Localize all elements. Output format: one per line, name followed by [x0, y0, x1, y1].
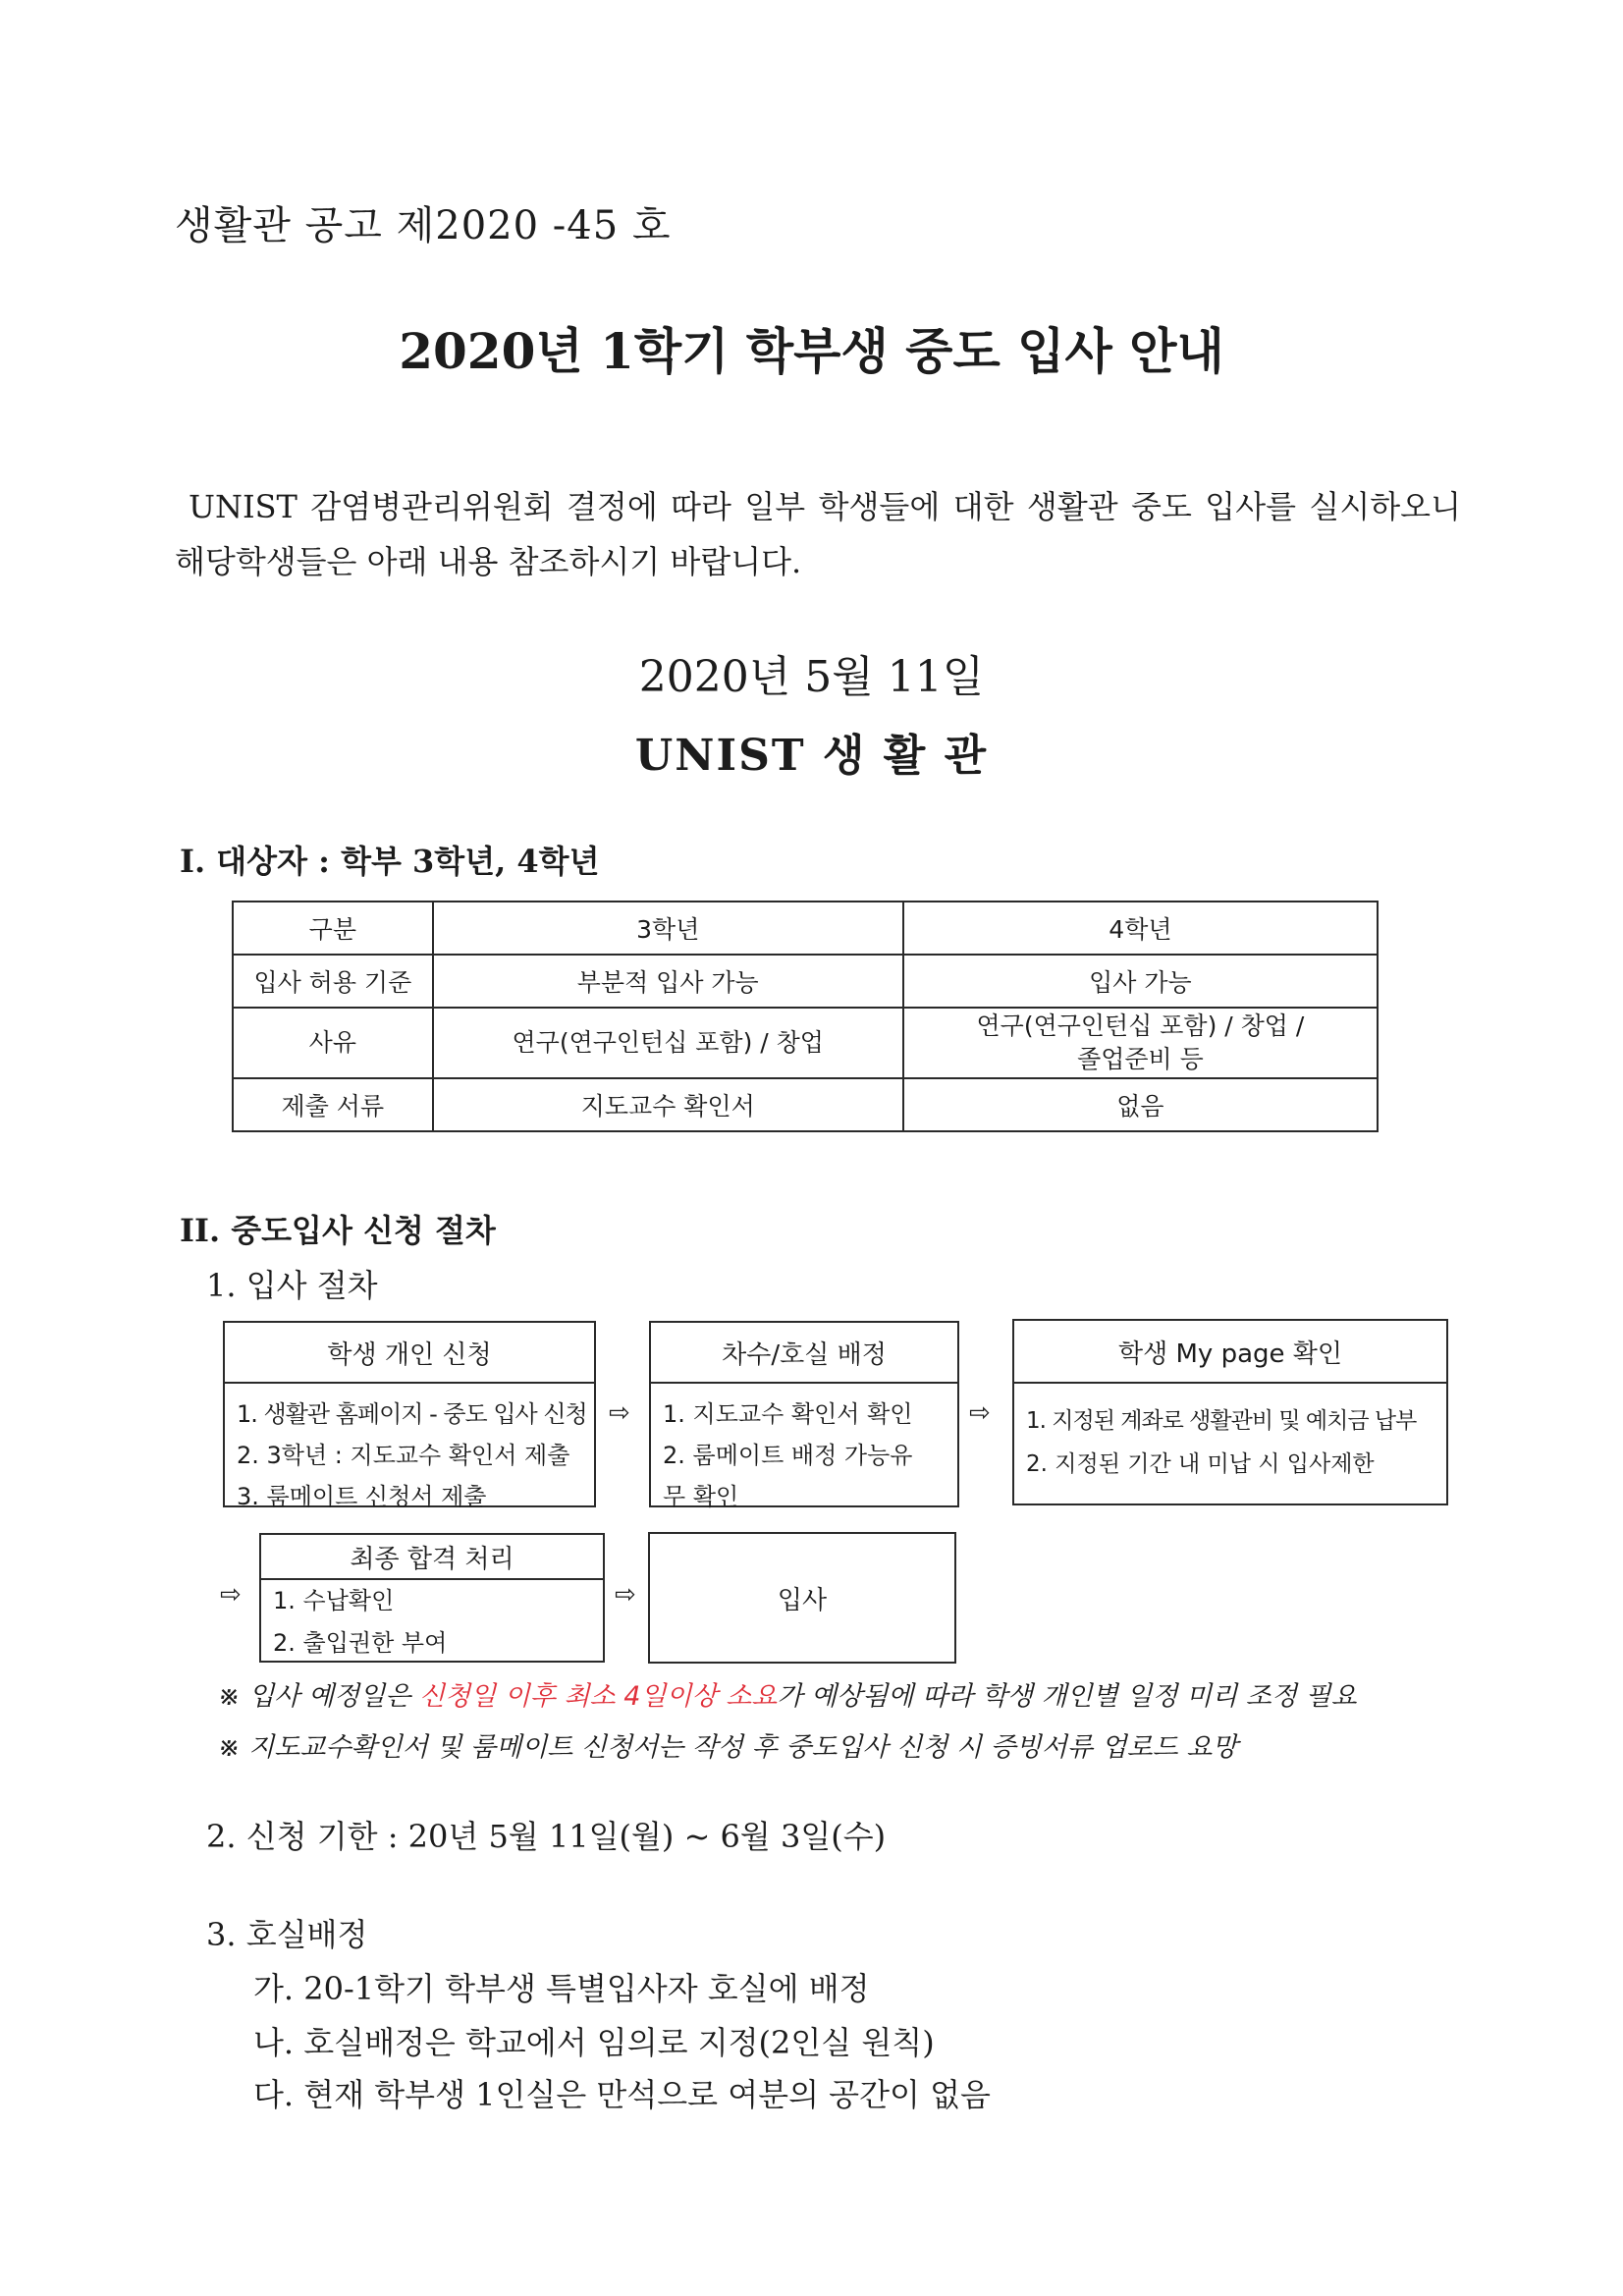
table-header-cell: 3학년	[433, 902, 903, 955]
note-text: 가 예상됨에 따라 학생 개인별 일정 미리 조정 필요	[777, 1681, 1357, 1712]
table-cell: 입사 가능	[903, 955, 1378, 1008]
section1-heading: I. 대상자 : 학부 3학년, 4학년	[180, 843, 600, 880]
room-assignment-item: 다. 현재 학부생 1인실은 만석으로 여분의 공간이 없음	[253, 2076, 991, 2113]
flow-arrow-icon: ⇨	[969, 1398, 991, 1428]
flow-arrow-icon: ⇨	[615, 1580, 636, 1610]
eligibility-table	[232, 901, 1379, 1132]
flow-box-title: 최종 합격 처리	[261, 1535, 603, 1580]
flow-arrow-icon: ⇨	[609, 1398, 630, 1428]
flow-box-line: 1. 지정된 계좌로 생활관비 및 예치금 납부	[1026, 1408, 1417, 1434]
note-highlight: 신청일 이후 최소 4일이상 소요	[418, 1681, 778, 1712]
table-cell: 없음	[903, 1078, 1378, 1131]
table-cell-line: 연구(연구인턴십 포함) / 창업 /	[976, 1011, 1305, 1040]
deadline: 2. 신청 기한 : 20년 5월 11일(월) ~ 6월 3일(수)	[206, 1818, 887, 1855]
flow-box-mypage	[1012, 1319, 1448, 1505]
table-row	[233, 1008, 1378, 1078]
flow-box-line: 2. 룸메이트 배정 가능유	[663, 1442, 913, 1469]
table-header-cell: 4학년	[903, 902, 1378, 955]
table-cell: 부분적 입사 가능	[433, 955, 903, 1008]
flow-box-title: 학생 개인 신청	[225, 1323, 594, 1384]
flow-box-title: 차수/호실 배정	[651, 1323, 957, 1384]
flow-box-line: 3. 룸메이트 신청서 제출	[237, 1483, 487, 1510]
table-row	[233, 1078, 1378, 1131]
flow-box-line: 2. 출입권한 부여	[273, 1629, 448, 1657]
page-title: 2020년 1학기 학부생 중도 입사 안내	[399, 322, 1224, 380]
flow-box-assign	[649, 1321, 959, 1510]
flow-box-line: 2. 지정된 기간 내 미납 시 입사제한	[1026, 1451, 1375, 1477]
table-cell	[903, 1008, 1378, 1078]
issue-date: 2020년 5월 11일	[638, 652, 985, 702]
intro-paragraph: UNIST 감염병관리위원회 결정에 따라 일부 학생들에 대한 생활관 중도 입사를 실시하오니 해당학생들은 아래 내용 참조하시기 바랍니다.	[175, 488, 1461, 580]
procedure-subheading: 1. 입사 절차	[206, 1267, 378, 1304]
section2-heading: II. 중도입사 신청 절차	[180, 1212, 496, 1249]
note-documents: ※ 지도교수확인서 및 룸메이트 신청서는 작성 후 중도입사 신청 시 증빙서류 업로드 요망	[218, 1732, 1238, 1763]
table-cell: 입사 허용 기준	[233, 955, 433, 1008]
flow-box-line: 1. 생활관 홈페이지 - 중도 입사 신청	[237, 1400, 587, 1428]
table-cell: 사유	[233, 1008, 433, 1078]
flow-box-line: 1. 수납확인	[273, 1587, 395, 1614]
table-header-cell: 구분	[233, 902, 433, 955]
flow-box-final	[259, 1533, 605, 1663]
flow-box-line: 1. 지도교수 확인서 확인	[663, 1400, 913, 1428]
table-cell: 지도교수 확인서	[433, 1078, 903, 1131]
table-row	[233, 955, 1378, 1008]
table-cell: 연구(연구인턴십 포함) / 창업	[433, 1008, 903, 1078]
table-cell: 제출 서류	[233, 1078, 433, 1131]
flow-box-line: 무 확인	[663, 1483, 739, 1510]
room-assignment-item: 가. 20-1학기 학부생 특별입사자 호실에 배정	[253, 1970, 870, 2007]
notice-number: 생활관 공고 제2020 -45 호	[175, 203, 672, 248]
flow-box-line: 2. 3학년 : 지도교수 확인서 제출	[237, 1442, 570, 1469]
flow-arrow-icon: ⇨	[220, 1580, 242, 1610]
issuing-organization: UNIST 생 활 관	[634, 731, 989, 781]
room-assignment-heading: 3. 호실배정	[206, 1916, 368, 1953]
flow-box-apply	[223, 1321, 596, 1510]
room-assignment-item: 나. 호실배정은 학교에서 임의로 지정(2인실 원칙)	[253, 2024, 935, 2061]
flow-box-title: 학생 My page 확인	[1014, 1321, 1446, 1384]
table-header-row	[233, 902, 1378, 955]
note-text: ※ 입사 예정일은	[218, 1681, 419, 1712]
flow-box-title: 입사	[777, 1585, 828, 1615]
note-schedule	[218, 1674, 1357, 1713]
table-cell-line: 졸업준비 등	[1077, 1045, 1204, 1073]
flow-box-move-in	[648, 1532, 956, 1664]
